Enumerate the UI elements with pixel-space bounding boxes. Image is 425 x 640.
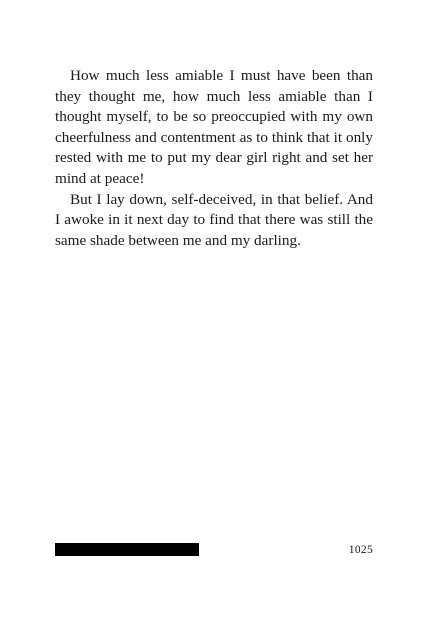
page-number: 1025	[348, 544, 373, 556]
paragraph-1: How much less amiable I must have been than they thought me, how much less amiable than I thought myself, to be so preoccupied with my own cheerfulness and contentment as to think that it only rested with me to put my dear girl right and set her mind at peace!	[55, 67, 373, 187]
redaction-bar	[55, 543, 199, 556]
paragraph-2: But I lay down, self-deceived, in that belief. And I awoke in it next day to find that there was still the same shade between me and my darling.	[55, 190, 373, 249]
body-text	[55, 66, 373, 251]
